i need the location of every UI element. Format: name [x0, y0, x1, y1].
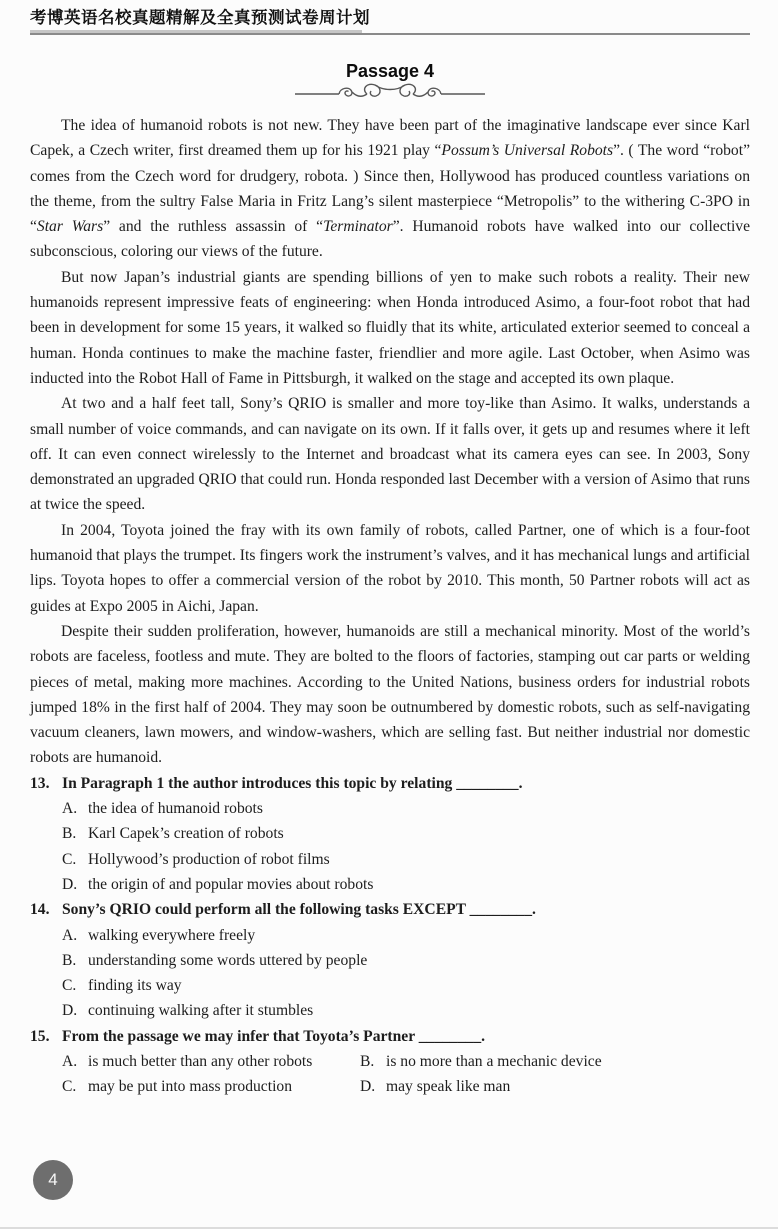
header-rule-line — [30, 33, 750, 35]
option-text: is much better than any other robots — [88, 1052, 313, 1070]
option-row — [62, 1049, 360, 1074]
option-row — [62, 872, 750, 897]
passage-paragraph-2: But now Japan’s industrial giants are spending billions of yen to make such robots a reality. Their new humanoids represent impressive feats of engineering: when Honda introduced Asimo, a four-foot robot that had been in development for some 15 years, it walked so fluidly that its white, articulated exterior seemed to conceal a human. Honda continues to make the machine faster, friendlier and more agile. Last October, when Asimo was inducted into the Robot Hall of Fame in Pittsburgh, it walked on the stage and accepted its own plaque. — [30, 268, 750, 387]
option-row — [62, 821, 750, 846]
question-stem-row — [30, 1024, 750, 1049]
passage-paragraph-1: The idea of humanoid robots is not new. They have been part of the imaginative landscape ever since Karl Capek, a Czech writer, first dreamed them up for his 1921 play “Possum’s Universal Robots”. ( The word “robot” comes from the Czech word for drudgery, robota. ) Since then, Hollywood has produced countless variations on the theme, from the sultry False Maria in Fritz Lang’s silent masterpiece “Metropolis” to the withering C-3PO in “Star Wars” and the ruthless assassin of “Terminator”. Humanoid robots have walked into our collective subconscious, coloring our views of the future. — [30, 117, 750, 261]
question-stem: In Paragraph 1 the author introduces this topic by relating ________. — [62, 774, 523, 792]
option-text: is no more than a mechanic device — [386, 1052, 602, 1070]
option-row — [360, 1049, 750, 1074]
header-rule — [30, 30, 750, 36]
option-row — [62, 998, 750, 1023]
page-number: 4 — [48, 1170, 58, 1189]
question-15 — [30, 1024, 750, 1100]
option-text: may speak like man — [386, 1078, 511, 1096]
option-text: Karl Capek’s creation of robots — [88, 825, 284, 843]
options-list — [30, 796, 750, 897]
option-label: A. — [62, 926, 78, 944]
question-stem: Sony’s QRIO could perform all the following tasks EXCEPT ________. — [62, 901, 536, 919]
option-text: continuing walking after it stumbles — [88, 1002, 314, 1020]
option-label: D. — [360, 1078, 376, 1096]
option-label: B. — [62, 951, 77, 969]
passage-paragraph-5: Despite their sudden proliferation, however, humanoids are still a mechanical minority. Most of the world’s robots are faceless, footless and mute. They are bolted to the floors of factories, stamping out car parts or welding pieces of metal, making more machines. According to the United Nations, business orders for industrial robots jumped 18% in the first half of 2004. They may soon be outnumbered by domestic robots, such as self-navigating vacuum cleaners, lawn mowers, and window-washers, which are selling fast. But neither industrial nor domestic robots are humanoid. — [30, 622, 750, 767]
option-label: D. — [62, 1002, 78, 1020]
question-stem-row — [30, 771, 750, 796]
option-row — [62, 847, 750, 872]
passage-paragraph-4: In 2004, Toyota joined the fray with its own family of robots, called Partner, one of which is a four-foot humanoid that plays the trumpet. Its fingers work the instrument’s valves, and it has mechanical lungs and artificial lips. Toyota hopes to offer a commercial version of the robot by 2010. This month, 50 Partner robots will act as guides at Expo 2005 in Aichi, Japan. — [30, 521, 750, 615]
page-number-badge — [33, 1160, 73, 1200]
option-row — [62, 1074, 360, 1099]
running-header — [30, 8, 750, 36]
option-text: the origin of and popular movies about robots — [88, 875, 374, 893]
passage-title: Passage 4 — [345, 61, 435, 81]
options-list — [30, 923, 750, 1024]
option-label: C. — [62, 1078, 77, 1096]
passage-paragraph-3: At two and a half feet tall, Sony’s QRIO is smaller and more toy-like than Asimo. It walks, understands a small number of voice commands, and can navigate on its own. If it falls over, it gets up and resumes where it left off. It can even connect wirelessly to the Internet and broadcast what its camera eyes can see. In 2003, Sony demonstrated an upgraded QRIO that could run. Honda responded last December with a version of Asimo that runs at twice the speed. — [30, 395, 750, 514]
option-row — [62, 948, 750, 973]
option-label: C. — [62, 850, 77, 868]
option-text: understanding some words uttered by people — [88, 951, 368, 969]
question-13 — [30, 771, 750, 897]
question-stem-row — [30, 897, 750, 922]
option-text: may be put into mass production — [88, 1078, 292, 1096]
option-text: the idea of humanoid robots — [88, 800, 263, 818]
option-text: finding its way — [88, 977, 182, 995]
option-label: C. — [62, 977, 77, 995]
question-number: 13. — [30, 774, 50, 792]
header-title: 考博英语名校真题精解及全真预测试卷周计划 — [30, 9, 370, 27]
option-label: B. — [62, 825, 77, 843]
question-number: 14. — [30, 901, 50, 919]
flourish-ornament-icon — [30, 83, 750, 103]
options-list — [30, 1049, 750, 1100]
questions-section — [30, 771, 750, 1100]
question-14 — [30, 897, 750, 1023]
question-stem: From the passage we may infer that Toyota’s Partner ________. — [62, 1027, 486, 1045]
question-number: 15. — [30, 1027, 50, 1045]
passage-title-block — [30, 60, 750, 103]
option-label: A. — [62, 800, 78, 818]
option-label: B. — [360, 1052, 375, 1070]
option-row — [360, 1074, 750, 1099]
option-label: A. — [62, 1052, 78, 1070]
option-text: walking everywhere freely — [88, 926, 256, 944]
option-row — [62, 973, 750, 998]
option-row — [62, 796, 750, 821]
option-label: D. — [62, 875, 78, 893]
option-row — [62, 923, 750, 948]
option-text: Hollywood’s production of robot films — [88, 850, 330, 868]
passage-body — [30, 113, 750, 771]
